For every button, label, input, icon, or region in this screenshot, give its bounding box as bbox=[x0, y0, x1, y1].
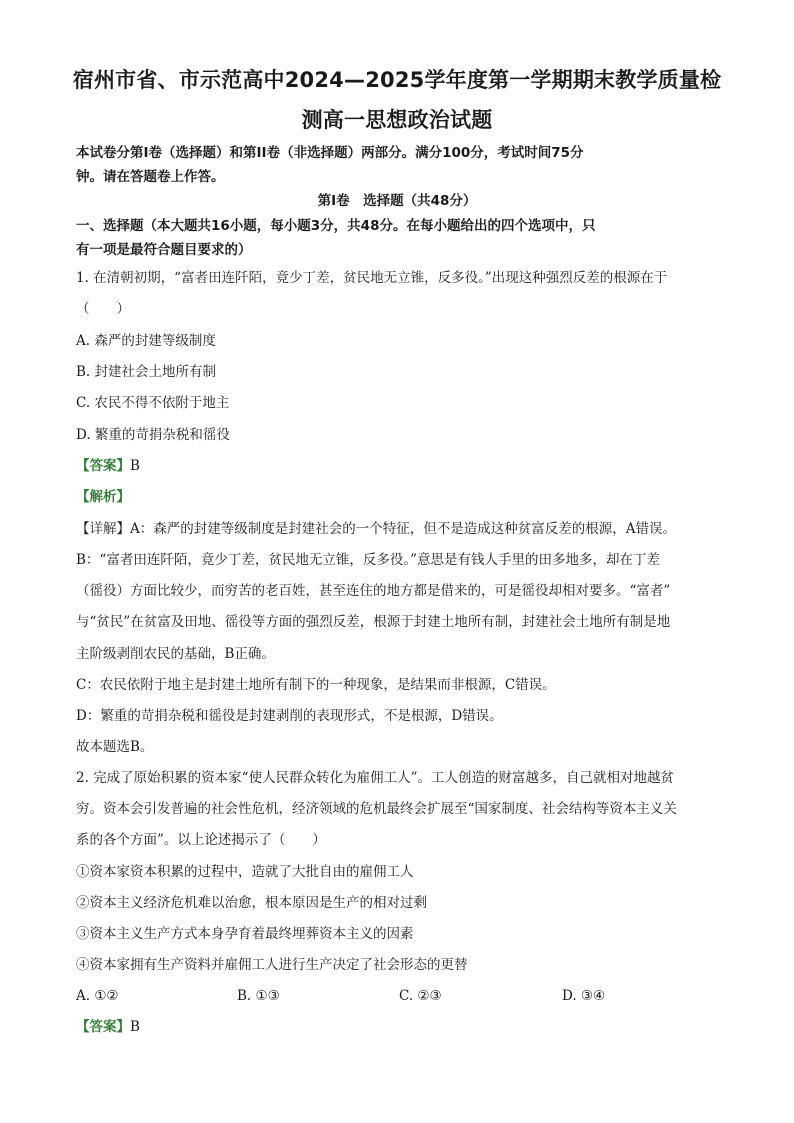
q1-analysis-label bbox=[76, 487, 718, 507]
q2-statement-4: ④资本家拥有生产资料并雇佣工人进行生产决定了社会形态的更替 bbox=[76, 957, 468, 973]
q1-detail-line-5: 主阶级剥削农民的基础，B正确。 bbox=[76, 646, 275, 662]
q1-answer-label: 【答案】 bbox=[76, 458, 130, 474]
q1-option-b: B. 封建社会土地所有制 bbox=[76, 364, 217, 380]
section1-instructions-line-1: 一、选择题（本大题共16小题，每小题3分，共48分。在每小题给出的四个选项中，只 bbox=[76, 218, 596, 234]
q1-stem-line-2: （ ） bbox=[76, 301, 130, 317]
exam-title-line-1: 宿州市省、市示范高中2024—2025学年度第一学期期末教学质量检 bbox=[72, 68, 722, 92]
q1-detail-line-2: B：“富者田连阡陌，竟少丁差，贫民地无立锥，反多役。”意思是有钱人手里的田多地多，却在丁差 bbox=[76, 552, 660, 568]
q2-statement-1: ①资本家资本积累的过程中，造就了大批自由的雇佣工人 bbox=[76, 864, 414, 880]
q1-option-a: A. 森严的封建等级制度 bbox=[76, 333, 216, 349]
q1-answer-value: B bbox=[130, 458, 140, 474]
q1-option-c: C. 农民不得不依附于地主 bbox=[76, 395, 230, 411]
q2-option-d: D. ③④ bbox=[562, 988, 606, 1004]
q2-statement-2: ②资本主义经济危机难以治愈，根本原因是生产的相对过剩 bbox=[76, 895, 427, 911]
q2-option-c: C. ②③ bbox=[399, 988, 442, 1004]
q2-stem-line-3: 系的各个方面”。以上论述揭示了（ ） bbox=[76, 832, 326, 848]
q1-option-d: D. 繁重的苛捐杂税和徭役 bbox=[76, 427, 230, 443]
q1-detail-line-8: 故本题选B。 bbox=[76, 739, 154, 755]
q2-answer-value: B bbox=[130, 1019, 140, 1035]
q1-detail-line-1: 【详解】A：森严的封建等级制度是封建社会的一个特征，但不是造成这种贫富反差的根源，A错误。 bbox=[76, 521, 676, 537]
q2-answer-label: 【答案】 bbox=[76, 1019, 130, 1035]
q2-answer bbox=[76, 1017, 718, 1037]
q1-detail-line-4: 与“贫民”在贫富及田地、徭役等方面的强烈反差，根源于封建土地所有制，封建社会土地所有制是地 bbox=[76, 614, 671, 630]
q2-statement-3: ③资本主义生产方式本身孕育着最终埋葬资本主义的因素 bbox=[76, 926, 414, 942]
exam-title-line-2: 测高一思想政治试题 bbox=[301, 108, 493, 132]
section1-instructions-line-2: 有一项是最符合题目要求的） bbox=[76, 242, 252, 258]
q1-answer bbox=[76, 456, 718, 476]
q1-detail-line-7: D：繁重的苛捐杂税和徭役是封建剥削的表现形式，不是根源，D错误。 bbox=[76, 708, 503, 724]
q1-analysis-label-text: 【解析】 bbox=[76, 489, 130, 505]
intro-line-2: 钟。请在答题卷上作答。 bbox=[76, 169, 225, 185]
q2-option-b: B. ①③ bbox=[237, 988, 280, 1004]
q2-stem-line-2: 穷。资本会引发普遍的社会性危机，经济领域的危机最终会扩展至“国家制度、社会结构等资本主义关 bbox=[76, 801, 677, 817]
q1-detail-line-3: （徭役）方面比较少，而穷苦的老百姓，甚至连住的地方都是借来的，可是徭役却相对要多。“富者” bbox=[76, 583, 671, 599]
intro-line-1: 本试卷分第Ⅰ卷（选择题）和第II卷（非选择题）两部分。满分100分，考试时间75分 bbox=[76, 145, 584, 161]
q2-option-a: A. ①② bbox=[76, 988, 119, 1004]
q1-detail-line-6: C：农民依附于地主是封建土地所有制下的一种现象，是结果而非根源，C错误。 bbox=[76, 677, 556, 693]
part1-heading: 第Ⅰ卷 选择题（共48分） bbox=[317, 193, 477, 209]
q2-stem-line-1: 2. 完成了原始积累的资本家“使人民群众转化为雇佣工人”。工人创造的财富越多，自己就相对地越贫 bbox=[76, 770, 674, 786]
q1-stem-line-1: 1. 在清朝初期，“富者田连阡陌，竟少丁差，贫民地无立锥，反多役。”出现这种强烈反差的根源在于 bbox=[76, 270, 668, 286]
